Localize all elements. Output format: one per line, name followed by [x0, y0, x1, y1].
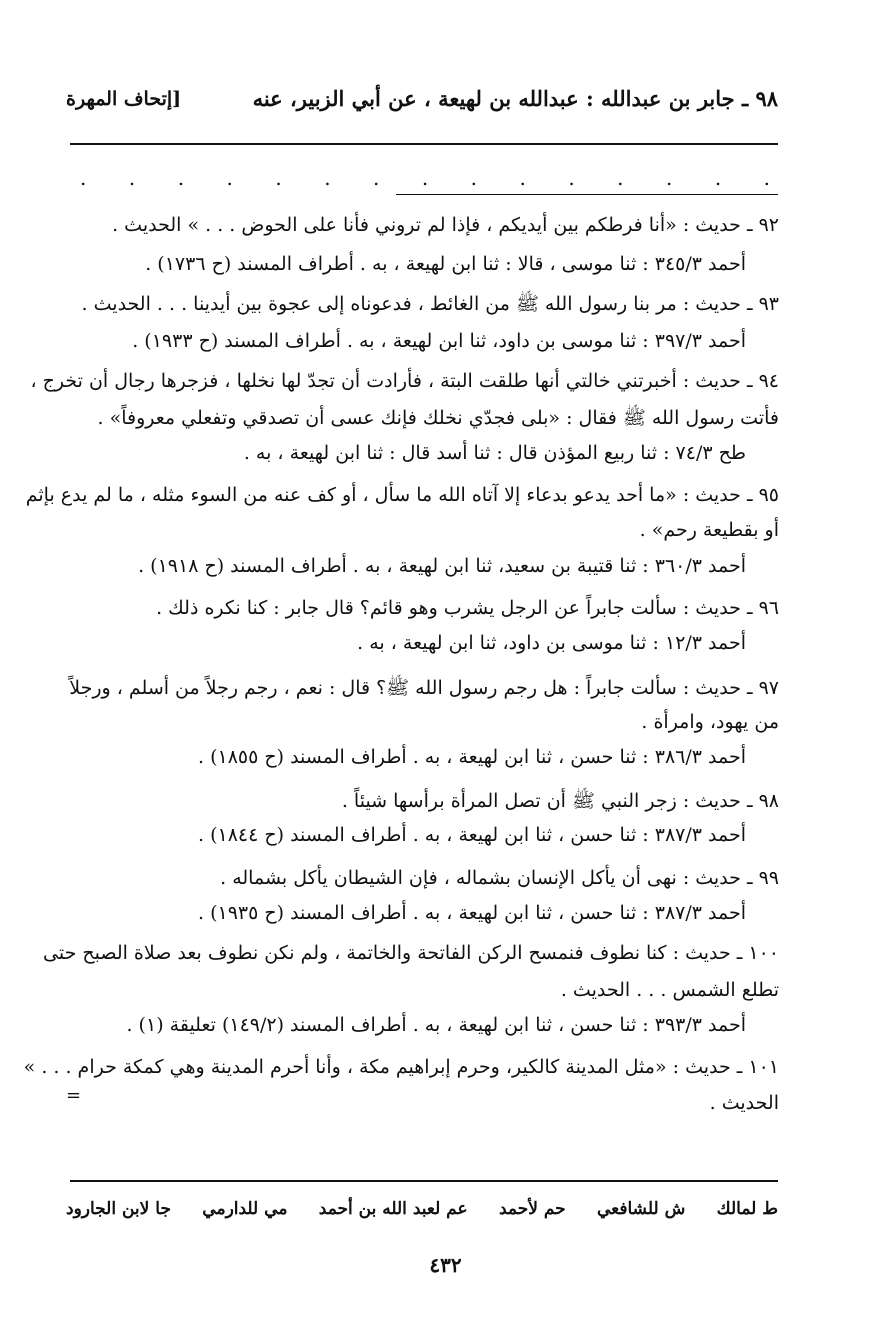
hadith-98-text: ٩٨ ـ حديث : زجر النبي ﷺ أن تصل المرأة برأسها شيئاً .: [341, 790, 779, 812]
hadith-101-text-line1: ١٠١ ـ حديث : «مثل المدينة كالكير، وحرم إبراهيم مكة ، وأنا أحرم المدينة وهي كمكة حرام . . . »: [23, 1056, 779, 1078]
hadith-94-text-line2: فأتت رسول الله ﷺ فقال : «بلى فجدّي نخلك فإنك عسى أن تصدقي وتفعلي معروفاً» .: [97, 407, 779, 429]
hadith-92-text: ٩٢ ـ حديث : «أنا فرطكم بين أيديكم ، فإذا لم تروني فأنا على الحوض . . . » الحديث .: [112, 214, 779, 236]
hadith-93-source: أحمد ٣٩٧/٣ : ثنا موسى بن داود، ثنا ابن لهيعة ، به . أطراف المسند (ح ١٩٣٣) .: [132, 330, 746, 352]
dot: .: [128, 166, 136, 190]
hadith-100-text-line2: تطلع الشمس . . . الحديث .: [560, 979, 779, 1001]
hadith-96-source: أحمد ١٢/٣ : ثنا موسى بن داود، ثنا ابن لهيعة ، به .: [357, 632, 746, 654]
dot: .: [80, 166, 87, 190]
dot: .: [470, 166, 478, 190]
footer-rule: [70, 1180, 778, 1182]
abbr-item: جا لابن الجارود: [66, 1199, 171, 1219]
dot: .: [519, 166, 526, 190]
dots-underline: [396, 194, 778, 195]
book-title: [إتحاف المهرة: [66, 88, 182, 110]
dot: .: [617, 166, 624, 190]
dot: .: [275, 166, 282, 190]
hadith-94-source: طح ٧٤/٣ : ثنا ربيع المؤذن قال : ثنا أسد قال : ثنا ابن لهيعة ، به .: [243, 442, 746, 464]
dot: .: [568, 166, 575, 190]
dot: .: [373, 166, 380, 190]
hadith-98-source: أحمد ٣٨٧/٣ : ثنا حسن ، ثنا ابن لهيعة ، به . أطراف المسند (ح ١٨٤٤) .: [197, 824, 746, 846]
chapter-title: ٩٨ ـ جابر بن عبدالله : عبدالله بن لهيعة ، عن أبي الزبير، عنه: [252, 86, 778, 111]
hadith-95-text-line1: ٩٥ ـ حديث : «ما أحد يدعو بدعاء إلا آتاه الله ما سأل ، أو كف عنه من السوء مثله ، ما لم يدع بإثم: [25, 484, 779, 506]
abbreviations-key: [66, 1199, 778, 1223]
hadith-99-source: أحمد ٣٨٧/٣ : ثنا حسن ، ثنا ابن لهيعة ، به . أطراف المسند (ح ١٩٣٥) .: [197, 902, 746, 924]
continuation-mark: =: [66, 1085, 82, 1106]
abbr-item: ط لمالك: [716, 1199, 778, 1219]
dot: .: [324, 166, 331, 190]
hadith-96-text: ٩٦ ـ حديث : سألت جابراً عن الرجل يشرب وهو قائم؟ قال جابر : كنا نكره ذلك .: [156, 597, 779, 619]
hadith-95-text-line2: أو بقطيعة رحم» .: [639, 519, 779, 541]
abbr-item: مي للدارمي: [202, 1199, 288, 1219]
hadith-92-source: أحمد ٣٤٥/٣ : ثنا موسى ، قالا : ثنا ابن لهيعة ، به . أطراف المسند (ح ١٧٣٦) .: [145, 253, 746, 275]
dot: .: [226, 166, 233, 190]
hadith-100-text-line1: ١٠٠ ـ حديث : كنا نطوف فنمسح الركن الفاتحة والخاتمة ، ولم نكن نطوف بعد صلاة الصبح حتى: [43, 942, 779, 964]
dot-separator: [80, 168, 770, 188]
hadith-95-source: أحمد ٣٦٠/٣ : ثنا قتيبة بن سعيد، ثنا ابن لهيعة ، به . أطراف المسند (ح ١٩١٨) .: [138, 555, 746, 577]
hadith-97-text-line1: ٩٧ ـ حديث : سألت جابراً : هل رجم رسول الله ﷺ؟ قال : نعم ، رجم رجلاً من أسلم ، ورجلاً: [69, 677, 779, 699]
dot: .: [421, 166, 429, 190]
dot: .: [763, 166, 770, 190]
hadith-94-text-line1: ٩٤ ـ حديث : أخبرتني خالتي أنها طلقت البتة ، فأرادت أن تجدّ لها نخلها ، فزجرها رجال أن تخرج ،: [30, 370, 779, 392]
page-header: [66, 86, 778, 126]
hadith-97-text-line2: من يهود، وامرأة .: [641, 711, 779, 733]
hadith-101-text-line2: الحديث .: [709, 1092, 779, 1114]
header-rule: [70, 143, 778, 145]
abbr-item: ش للشافعي: [597, 1199, 686, 1219]
page-number: ٤٣٢: [429, 1253, 462, 1277]
hadith-100-source: أحمد ٣٩٣/٣ : ثنا حسن ، ثنا ابن لهيعة ، به . أطراف المسند (١٤٩/٢) تعليقة (١) .: [126, 1014, 746, 1036]
abbr-item: حم لأحمد: [498, 1199, 566, 1219]
abbr-item: عم لعبد الله بن أحمد: [318, 1199, 468, 1219]
hadith-97-source: أحمد ٣٨٦/٣ : ثنا حسن ، ثنا ابن لهيعة ، به . أطراف المسند (ح ١٨٥٥) .: [197, 746, 746, 768]
hadith-93-text: ٩٣ ـ حديث : مر بنا رسول الله ﷺ من الغائط ، فدعوناه إلى عجوة بين أيدينا . . . الحديث .: [81, 293, 779, 315]
dot: .: [714, 166, 722, 190]
hadith-99-text: ٩٩ ـ حديث : نهى أن يأكل الإنسان بشماله ، فإن الشيطان يأكل بشماله .: [220, 867, 779, 889]
dot: .: [177, 166, 185, 190]
dot: .: [665, 166, 673, 190]
